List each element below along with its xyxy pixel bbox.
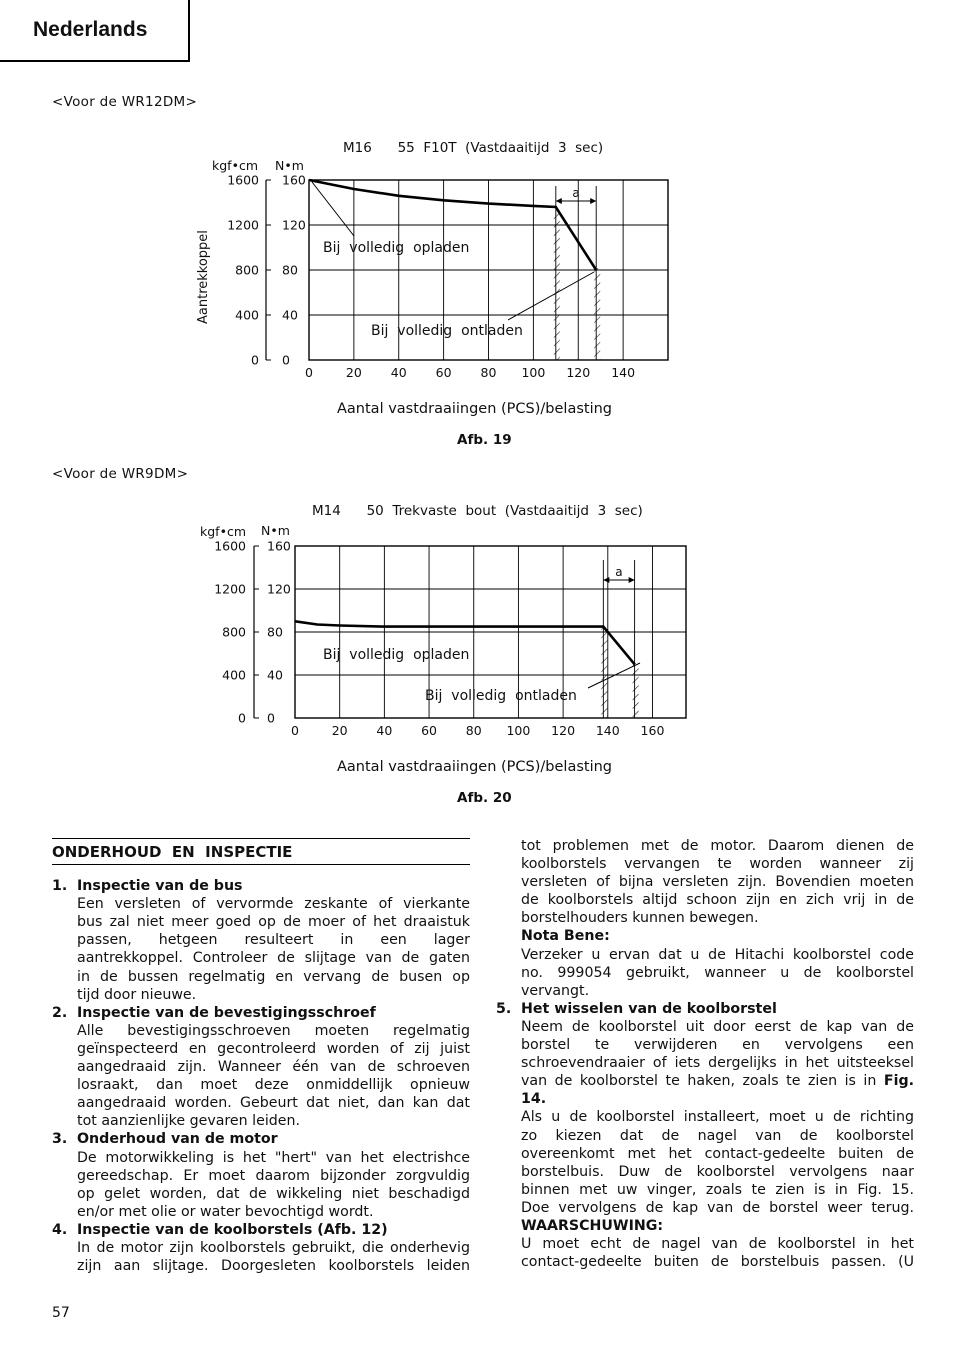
y-tick-label-nm: 0: [282, 352, 290, 368]
item-3-line: gereedschap. Er moet daarom bijzonder zorgvuldig: [77, 1167, 470, 1184]
fig19-label-full: Bij volledig opladen: [323, 240, 470, 256]
y-tick-label-kgf: 1600: [214, 538, 246, 554]
fig19-subtitle: <Voor de WR12DM>: [52, 94, 198, 110]
item-5-figref-text: van de koolborstel te haken, zoals te zien is in: [521, 1073, 877, 1090]
item-5-line: schroevendraaier of iets dergelijks in het uitsteeksel: [521, 1055, 914, 1072]
x-tick-label: 80: [480, 365, 497, 380]
item-2-line: losraakt, dan moet deze onmiddellijk opnieuw: [77, 1077, 470, 1094]
item-2-line: aangedraaid worden. Gebeurt dat niet, dan kan dat: [77, 1095, 470, 1112]
hatch-band-start: [601, 628, 607, 718]
fig20-label-full: Bij volledig opladen: [323, 647, 470, 663]
item-4-heading: Inspectie van de koolborstels (Afb. 12): [77, 1221, 388, 1238]
item-5-line: zo kiezen dat de nagel van de koolborstel: [521, 1127, 914, 1144]
item-4-line: de koolborstels altijd schoon zijn en zich vrij in de: [521, 892, 914, 909]
item-5-number: 5.: [496, 1000, 512, 1017]
hatch-band-end: [633, 663, 639, 718]
y-tick-label-kgf: 800: [235, 262, 259, 278]
item-1-line: Een versleten of vervormde zeskante of vierkante: [77, 896, 470, 913]
fig20-x-label: Aantal vastdraaiingen (PCS)/belasting: [337, 759, 612, 775]
item-1-line: aantrekkoppel. Controleer de slijtage van de gaten: [77, 950, 470, 967]
item-2-line: Alle bevestigingsschroeven moeten regelmatig: [77, 1022, 470, 1039]
y-tick-label-kgf: 0: [238, 710, 246, 726]
y-tick-label-kgf: 0: [251, 352, 259, 368]
hatch-band-end: [594, 268, 600, 360]
item-5-line: Doe vervolgens de kap van de borstel weer terug.: [521, 1199, 914, 1216]
note-line: vervangt.: [521, 982, 590, 999]
item-2-line: tot aanzienlijke gevaren leiden.: [77, 1113, 301, 1130]
y-tick-label-nm: 120: [282, 217, 306, 233]
x-tick-label: 140: [595, 723, 620, 738]
y-tick-label-kgf: 1200: [214, 581, 246, 597]
fig20-chart-title: M14 50 Trekvaste bout (Vastdaaitijd 3 sec): [312, 503, 643, 519]
item-2-heading: Inspectie van de bevestigingsschroef: [77, 1004, 376, 1021]
y-tick-label-kgf: 1600: [227, 172, 259, 188]
fig19-chart: [0, 130, 954, 430]
item-5-line: borstelbuis. Duw de koolborstel vervolgens naar: [521, 1163, 914, 1180]
page-number: 57: [52, 1305, 70, 1321]
item-3: [52, 1130, 470, 1220]
y-tick-label-nm: 160: [282, 172, 306, 188]
a-arrow-right: [629, 577, 635, 583]
x-tick-label: 120: [566, 365, 591, 380]
item-4-line: zijn aan slijtage. Doorgesleten koolborstels leiden: [77, 1258, 470, 1275]
y-tick-label-nm: 80: [282, 262, 298, 278]
fig19-leader-empty: [508, 272, 594, 320]
x-tick-label: 60: [421, 723, 438, 738]
fig19-leader-full: [312, 182, 354, 236]
item-4-line: koolborstels vervangen te worden wanneer zij: [521, 856, 914, 873]
item-5-line: Als u de koolborstel installeert, moet u de richting: [521, 1109, 914, 1126]
item-5-line: Neem de koolborstel uit door eerst de kap van de: [521, 1018, 914, 1035]
item-2-line: aangedraaid zijn. Wanneer één van de schroeven: [77, 1059, 470, 1076]
y-tick-label-nm: 80: [267, 624, 283, 640]
item-3-number: 3.: [52, 1131, 68, 1148]
a-arrow-left: [603, 577, 609, 583]
item-5-line: binnen met uw vinger, zoals te zien is in Fig. 15.: [521, 1181, 914, 1198]
warning-line: contact-gedeelte buiten de borstelbuis passen. (U: [521, 1254, 914, 1271]
y-tick-label-nm: 160: [267, 538, 291, 554]
y-tick-label-nm: 120: [267, 581, 291, 597]
x-tick-label: 20: [331, 723, 348, 738]
x-tick-label: 40: [376, 723, 393, 738]
fig19-y-label: Aantrekkoppel: [196, 230, 211, 324]
fig19-caption: Afb. 19: [457, 432, 512, 448]
y-tick-label-nm: 40: [282, 307, 298, 323]
hatch-band-start: [554, 212, 560, 360]
item-5-line: borstel te verwijderen en vervolgens een: [521, 1037, 914, 1054]
x-tick-label: 100: [506, 723, 531, 738]
y-tick-label-nm: 40: [267, 667, 283, 683]
fig20-subtitle: <Voor de WR9DM>: [52, 466, 189, 482]
item-4-line: tot problemen met de motor. Daarom dienen de: [521, 838, 914, 854]
fig20-unit-nm: N•m: [261, 523, 290, 538]
left-column: [52, 838, 470, 1275]
note-line: Verzeker u ervan dat u de Hitachi koolborstel code: [521, 946, 914, 963]
note-line: no. 999054 gebruikt, wanneer u de koolborstel: [521, 964, 914, 981]
x-tick-label: 100: [521, 365, 546, 380]
x-tick-label: 120: [551, 723, 576, 738]
item-5-line-figref: [521, 1072, 914, 1090]
note-heading: Nota Bene:: [521, 928, 610, 945]
fig20-unit-kgf: kgf•cm: [200, 524, 246, 539]
item-5-line-figref-end: [521, 1090, 914, 1108]
item-2-number: 2.: [52, 1004, 68, 1021]
fig20-label-empty: Bij volledig ontladen: [425, 688, 577, 704]
y-tick-label-kgf: 1200: [227, 217, 259, 233]
item-1-line: passen, hetgeen resulteert in een lager: [77, 932, 470, 949]
warning-line: U moet echt de nagel van de koolborstel in het: [521, 1236, 914, 1253]
x-tick-label: 80: [465, 723, 482, 738]
item-4-line: versleten of bijna versleten zijn. Bovendien moeten: [521, 874, 914, 891]
x-tick-label: 160: [640, 723, 665, 738]
item-5: [496, 1000, 914, 1271]
item-5-heading: Het wisselen van de koolborstel: [521, 1000, 777, 1017]
fig20-caption: Afb. 20: [457, 790, 512, 806]
fig19-unit-nm: N•m: [275, 158, 304, 173]
item-3-line: De motorwikkeling is het "hert" van het electrishce: [77, 1149, 470, 1166]
warning-heading: WAARSCHUWING:: [521, 1217, 664, 1234]
fig20-a-label: a: [615, 565, 623, 579]
item-1: [52, 877, 470, 1004]
section-title: ONDERHOUD EN INSPECTIE: [52, 838, 470, 865]
item-4-number: 4.: [52, 1221, 68, 1238]
item-5-line: overeenkomt met het contact-gedeelte buiten de: [521, 1145, 914, 1162]
item-3-line: en/or met olie or water bevochtigd wordt.: [77, 1203, 374, 1220]
item-4: [52, 1221, 470, 1275]
fig19-label-empty: Bij volledig ontladen: [371, 323, 523, 339]
x-tick-label: 60: [435, 365, 452, 380]
item-2: [52, 1004, 470, 1131]
x-tick-label: 140: [611, 365, 636, 380]
item-3-line: op gelet worden, dat de wikkeling niet beschadigd: [77, 1185, 470, 1202]
item-5-figref-number: 14: [521, 1091, 541, 1108]
item-1-line: in de bussen regelmatig en vervang de busen op: [77, 968, 470, 985]
item-1-line: bus zal niet meer goed op de moer of het draaistuk: [77, 914, 470, 931]
item-1-heading: Inspectie van de bus: [77, 878, 243, 895]
a-arrow-right: [590, 198, 596, 204]
item-1-number: 1.: [52, 878, 68, 895]
item-5-figref-dot: .: [540, 1091, 547, 1108]
fig20-chart: [0, 495, 954, 745]
right-column: [496, 837, 914, 1271]
item-2-line: geïnspecteerd en gecontroleerd worden of zij juist: [77, 1040, 470, 1057]
item-5-figref-bold: Fig.: [883, 1073, 914, 1090]
a-arrow-left: [556, 198, 562, 204]
language-tab: [0, 0, 190, 62]
y-tick-label-nm: 0: [267, 710, 275, 726]
x-tick-label: 40: [390, 365, 407, 380]
language-label: Nederlands: [33, 18, 148, 41]
fig19-chart-title: M16 55 F10T (Vastdaaitijd 3 sec): [343, 140, 604, 156]
x-tick-label: 0: [291, 723, 299, 738]
fig20-leader-empty: [588, 663, 640, 688]
item-1-line: tijd door nieuwe.: [77, 986, 197, 1003]
y-tick-label-kgf: 400: [222, 667, 246, 683]
y-tick-label-kgf: 400: [235, 307, 259, 323]
fig19-unit-kgf: kgf•cm: [212, 158, 258, 173]
fig19-a-label: a: [572, 186, 580, 200]
item-4-line: borstelhouders kunnen bewegen.: [521, 910, 759, 927]
item-3-heading: Onderhoud van de motor: [77, 1131, 278, 1148]
item-4-continued: [496, 837, 914, 1000]
x-tick-label: 0: [305, 365, 313, 380]
item-4-line: In de motor zijn koolborstels gebruikt, die onderhevig: [77, 1239, 470, 1256]
fig19-x-label: Aantal vastdraaiingen (PCS)/belasting: [337, 401, 612, 417]
x-tick-label: 20: [345, 365, 362, 380]
y-tick-label-kgf: 800: [222, 624, 246, 640]
